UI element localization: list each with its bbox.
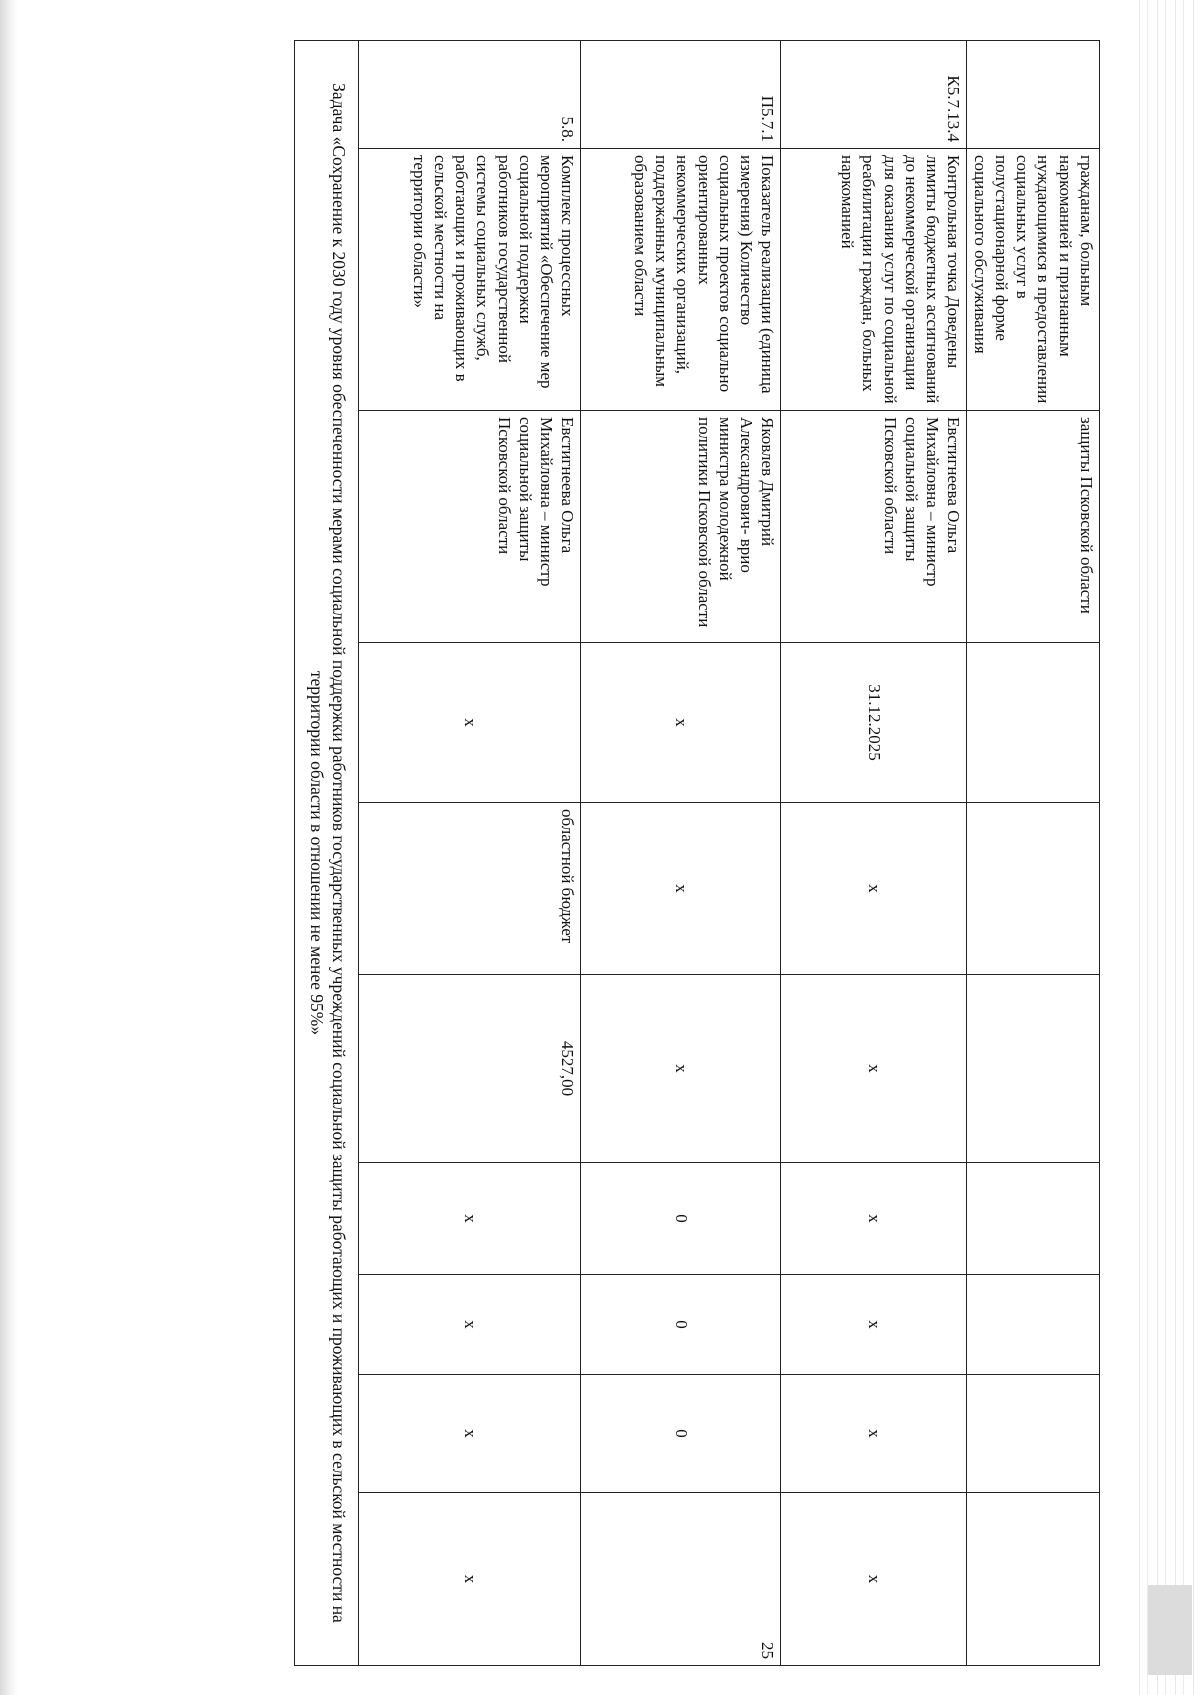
row-source: областной бюджет	[359, 803, 581, 975]
row-responsible: Евстигнеева Ольга Михайловна – министр социальной защиты Псковской области	[781, 411, 967, 643]
row-value-4: x	[781, 1493, 967, 1666]
table-row	[781, 41, 967, 1666]
table-row	[359, 41, 581, 1666]
row-name: Комплекс процессных мероприятий «Обеспечение мер социальной поддержки работников государственной системы социальных служб, работающих и проживающих в сельской местности на территории области»	[359, 149, 581, 411]
row-source: x	[781, 803, 967, 975]
row-name: гражданам, больным наркоманией и признанным нуждающимися в предоставлении социальных услуг в полустационарной форме социального обслуживания	[967, 149, 1100, 411]
row-name: Показатель реализации (единица измерения) Количество социальных проектов социально ориентированных некоммерческих организаций, поддержанных муниципальным образованием области	[581, 149, 781, 411]
table-row	[967, 41, 1100, 1666]
row-code: 5.8.	[359, 41, 581, 149]
row-source: x	[581, 803, 781, 975]
row-responsible: Яковлев Дмитрий Александрович- врио министра молодежной политики Псковской области	[581, 411, 781, 643]
row-value-3	[967, 1375, 1100, 1493]
row-deadline: 31.12.2025	[781, 643, 967, 803]
row-value-4: 25	[581, 1493, 781, 1666]
row-name: Контрольная точка Доведены лимиты бюджетных ассигнований до некоммерческой организации для оказания услуг по социальной реабилитации граждан, больных наркоманией	[781, 149, 967, 411]
row-value-1	[967, 1163, 1100, 1275]
row-code	[967, 41, 1100, 149]
row-responsible: Евстигнеева Ольга Михайловна – министр социальной защиты Псковской области	[359, 411, 581, 643]
row-amount: x	[581, 975, 781, 1163]
row-amount: 4527,00	[359, 975, 581, 1163]
row-deadline: x	[359, 643, 581, 803]
row-source	[967, 803, 1100, 975]
row-value-3: x	[359, 1375, 581, 1493]
row-value-4	[967, 1493, 1100, 1666]
row-code: П5.7.1	[581, 41, 781, 149]
program-table	[295, 40, 1101, 1666]
row-value-3: 0	[581, 1375, 781, 1493]
row-value-4: x	[359, 1493, 581, 1666]
row-responsible: защиты Псковской области	[967, 411, 1100, 643]
row-value-1: x	[359, 1163, 581, 1275]
row-value-3: x	[781, 1375, 967, 1493]
scan-edge-right	[1130, 0, 1200, 1695]
row-amount	[967, 975, 1100, 1163]
row-code: К5.7.13.4	[781, 41, 967, 149]
row-value-2: x	[359, 1275, 581, 1375]
row-value-1: 0	[581, 1163, 781, 1275]
row-value-1: x	[781, 1163, 967, 1275]
row-amount: x	[781, 975, 967, 1163]
row-deadline: x	[581, 643, 781, 803]
row-value-2	[967, 1275, 1100, 1375]
row-value-2: 0	[581, 1275, 781, 1375]
scan-edge-mark	[1148, 1585, 1192, 1675]
row-deadline	[967, 643, 1100, 803]
task-text: Задача «Сохранение к 2030 году уровня обеспеченности мерами социальной поддержки работников государственных учреждений социальной защиты работающих и проживающих в сельской местности на территории области в отношении не менее 95%»	[295, 41, 359, 1666]
table-row	[581, 41, 781, 1666]
rotated-page	[10, 40, 1100, 1665]
row-value-2: x	[781, 1275, 967, 1375]
task-row	[295, 41, 359, 1666]
